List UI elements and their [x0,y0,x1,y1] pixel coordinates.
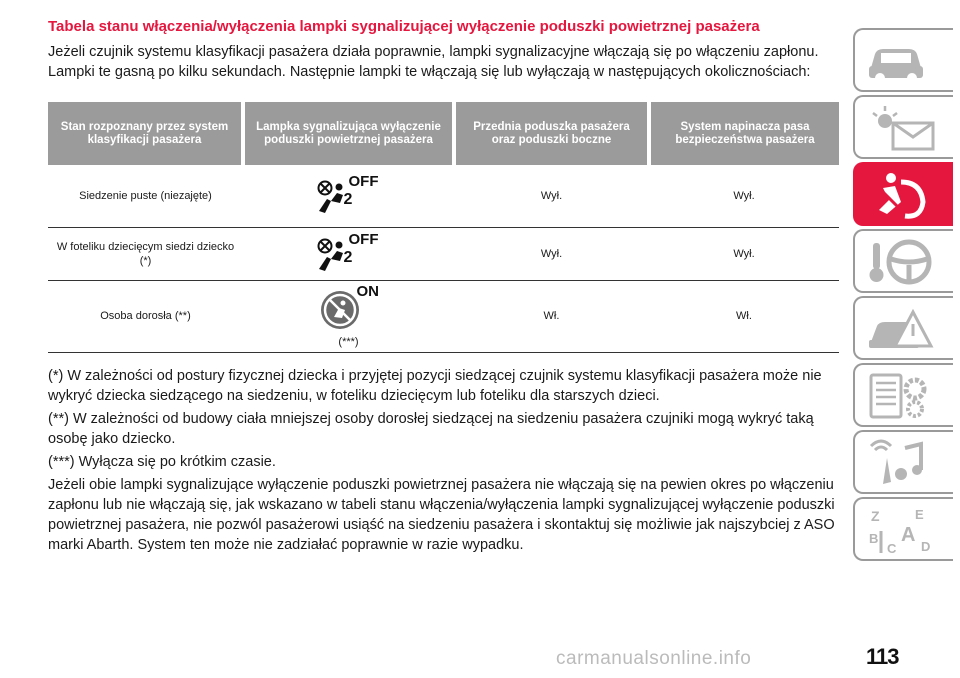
chapter-tab-emergency[interactable] [853,296,953,360]
cell-tensioner: Wył. [649,227,839,280]
car-breakdown-icon [865,302,935,356]
page-number: 113 [866,644,899,669]
lamp-number: 2 [343,190,353,208]
cell-lamp [243,280,454,352]
lamp-footnote-mark: (***) [338,335,359,348]
chapter-tab-multimedia[interactable] [853,430,953,494]
chapter-tab-start-drive[interactable] [853,229,953,293]
airbag-off-indicator [309,172,389,217]
warning-paragraph: Jeżeli obie lampki sygnalizujące wyłączenie poduszki powietrznej pasażera nie włączają się na pewien okres po włączeniu zapłonu lub nie włączają się, jak wskazano w tabeli stanu włączenia/wyłączenia lampki sygnalizującej wyłączenie poduszki powietrznej pasażera, nie pozwól pasażerowi usiąść na siedzeniu pasażera i skontaktuj się możliwie jak najszybciej z ASO marki Abarth. System ten może nie zadziałać poprawnie w razie wypadku. [48,477,835,553]
chapter-tab-index[interactable] [853,497,953,561]
cell-airbag: Wył. [454,165,649,227]
key-steering-wheel-icon [865,235,935,289]
lamp-on-label: ON [356,282,379,300]
cell-lamp [243,227,454,280]
index-letter-d: D [921,539,931,554]
section-title: Tabela stanu włączenia/wyłączenia lampki sygnalizującej wyłączenie poduszki powietrznej pasażera [48,18,760,35]
lamp-number: 2 [343,248,353,266]
passenger-airbag-off-icon [317,237,347,273]
seatbelt-airbag-icon [865,168,935,222]
cell-tensioner: Wł. [649,280,839,352]
table-row [48,165,839,227]
chapter-sidebar [853,28,953,564]
table-row [48,227,839,280]
lamp-off-label: OFF [348,230,379,248]
chapter-tab-maintenance[interactable] [853,363,953,427]
chapter-tab-dashboard[interactable] [853,95,953,159]
airbag-on-disc [321,291,359,329]
alphabetical-index-icon [865,503,935,557]
watermark: carmanualsonline.info [556,648,752,669]
header-seatbelt-tensioner: System napinacza pasa bezpieczeństwa pasażera [649,102,839,165]
footnote-child: (*) W zależności od postury fizycznej dziecka i przyjętej pozycji siedzącej czujnik systemu klasyfikacji pasażera może nie wykryć dziecka siedzącego na siedzeniu, w foteliku dziecięcym lub foteliku dla starszych dzieci. [48,368,822,404]
footnote-short-time: (***) Wyłącza się po krótkim czasie. [48,454,276,470]
index-letter-c: C [887,541,897,556]
cell-state: Siedzenie puste (niezajęte) [48,165,243,227]
lamp-off-label: OFF [348,172,379,190]
car-icon [865,34,935,88]
header-front-side-airbags: Przednia poduszka pasażera oraz poduszki boczne [454,102,649,165]
passenger-airbag-crossed-icon [321,291,359,329]
index-letter-a: A [901,524,916,546]
cell-lamp [243,165,454,227]
cell-airbag: Wył. [454,227,649,280]
cell-state: Osoba dorosła (**) [48,280,243,352]
index-letter-e: E [915,507,924,522]
index-letter-b: B [869,531,879,546]
maintenance-gears-icon [865,369,935,423]
cell-airbag: Wł. [454,280,649,352]
cell-tensioner: Wył. [649,165,839,227]
chapter-tab-safety[interactable] [853,162,953,226]
airbag-off-indicator [309,230,389,275]
header-occupant-state: Stan rozpoznany przez system klasyfikacji pasażera [48,102,243,165]
warning-lights-icon [865,101,935,155]
footnote-adult: (**) W zależności od budowy ciała mniejszej osoby dorosłej siedzącej na siedzeniu pasażera czujniki mogą wykryć taką osobę jako dziecko. [48,411,814,447]
intro-paragraph: Jeżeli czujnik systemu klasyfikacji pasażera działa poprawnie, lampki sygnalizacyjne włączają się po włączeniu zapłonu. Lampki te gasną po kilku sekundach. Następnie lampki te włączają się lub wyłączają w następujących okolicznościach: [48,44,819,80]
passenger-airbag-off-icon [317,179,347,215]
index-letter-z: Z [871,508,880,524]
header-airbag-off-lamp: Lampka sygnalizująca wyłączenie poduszki powietrznej pasażera [243,102,454,165]
table-row [48,280,839,352]
table-header-row [48,102,839,165]
chapter-tab-car[interactable] [853,28,953,92]
airbag-status-table [48,102,839,353]
footnotes [48,366,843,558]
airbag-on-indicator [309,282,389,333]
cell-state: W foteliku dziecięcym siedzi dziecko (*) [48,227,243,280]
multimedia-icon [865,436,935,490]
